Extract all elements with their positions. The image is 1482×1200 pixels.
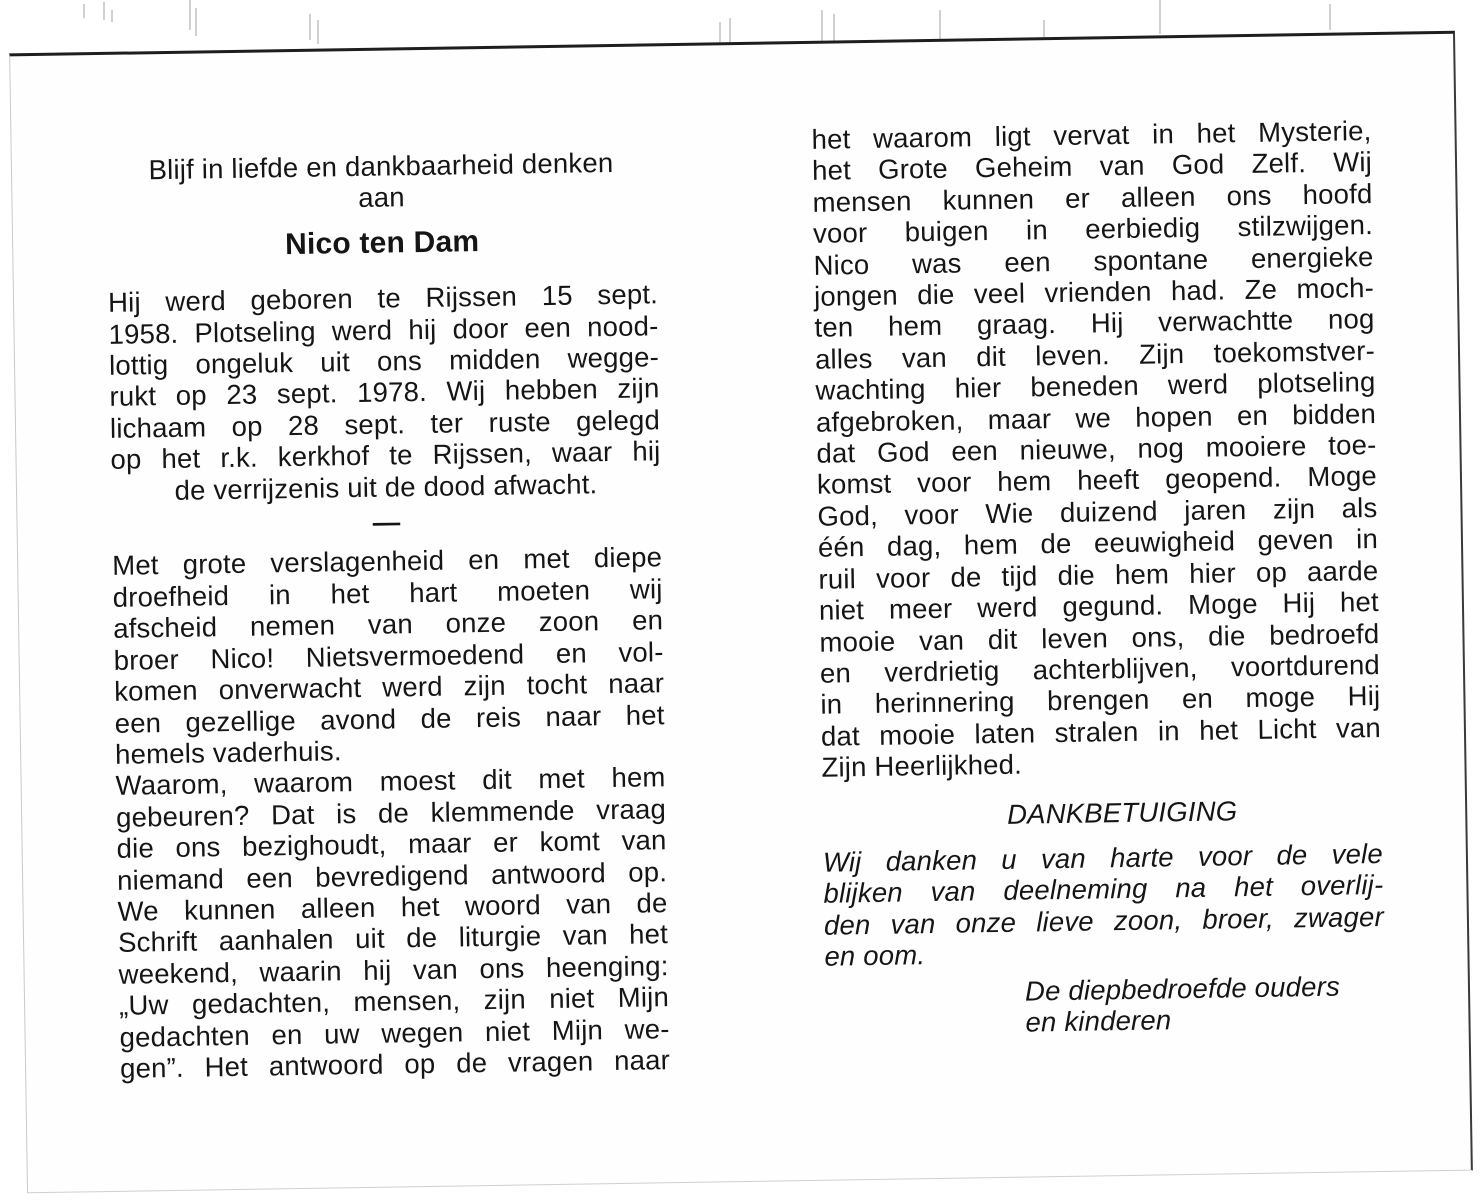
text-line: blijken van deelneming na het overlij- bbox=[823, 869, 1384, 910]
text-line: den van onze lieve zoon, broer, zwager bbox=[823, 900, 1385, 941]
text-line: gebeuren? Dat is de klemmende vraag bbox=[115, 792, 667, 833]
text-line: die ons bezighoudt, maar er komt van bbox=[116, 824, 667, 864]
text-line: het Grote Geheim van God Zelf. Wij bbox=[811, 146, 1373, 187]
text-line: dat mooie laten stralen in het Licht van bbox=[820, 711, 1382, 752]
text-line: mooie van dit leven ons, die bedroefd bbox=[819, 617, 1380, 658]
text-line: lottig ongeluk uit ons midden wegge- bbox=[108, 341, 660, 381]
text-line: alles van dit leven. Zijn toekomstver- bbox=[814, 334, 1376, 375]
memorial-card bbox=[9, 31, 1473, 1194]
text-line: God, voor Wie duizend jaren zijn als bbox=[817, 491, 1378, 532]
text-line: het waarom ligt vervat in het Mysterie, bbox=[811, 115, 1372, 155]
text-line: Schrift aanhalen uit de liturgie van het bbox=[117, 918, 669, 959]
text-line: droefheid in het hart moeten wij bbox=[112, 573, 663, 613]
text-line: gedachten en uw wegen niet Mijn we- bbox=[119, 1012, 670, 1053]
thanks-heading: DANKBETUIGING bbox=[1006, 794, 1238, 830]
text-line: en oom. bbox=[824, 939, 926, 972]
grief-paragraph bbox=[112, 542, 665, 770]
text-line: wachting hier beneden werd plotseling bbox=[815, 366, 1376, 407]
text-line: hemels vaderhuis. bbox=[114, 735, 342, 770]
text-line: afgebroken, maar we hopen en bidden bbox=[815, 397, 1377, 438]
text-line: rukt op 23 sept. 1978. Wij hebben zijn bbox=[109, 372, 660, 413]
text-line: lichaam op 28 sept. ter ruste gelegd bbox=[109, 404, 661, 444]
text-line: afscheid nemen van onze zoon en bbox=[112, 604, 664, 645]
intro-line-1: Blijf in liefde en dankbaarheid denken bbox=[148, 146, 614, 186]
text-line: Wij danken u van harte voor de vele bbox=[822, 837, 1384, 878]
deceased-name: Nico ten Dam bbox=[284, 224, 480, 261]
text-line: gen”. Het antwoord op de vragen naar bbox=[119, 1044, 671, 1084]
text-line: de verrijzenis uit de dood afwacht. bbox=[174, 467, 598, 506]
text-line: één dag, hem de eeuwigheid geven in bbox=[817, 523, 1379, 564]
text-line: jongen die veel vrienden had. Ze moch- bbox=[813, 272, 1375, 312]
text-line: mensen kunnen er alleen ons hoofd bbox=[812, 177, 1373, 218]
text-line: een gezellige avond de reis naar het bbox=[114, 698, 665, 739]
question-paragraph bbox=[115, 762, 670, 1085]
text-line: komen onverwacht werd zijn tocht naar bbox=[113, 667, 665, 707]
text-line: broer Nico! Nietsvermoedend en vol- bbox=[113, 635, 664, 676]
text-line: niemand een bevredigend antwoord op. bbox=[116, 855, 668, 896]
section-divider: — bbox=[372, 506, 401, 538]
text-line: niet meer werd gegund. Moge Hij het bbox=[818, 586, 1380, 626]
mystery-paragraph bbox=[811, 115, 1381, 783]
intro-line-2: aan bbox=[357, 181, 405, 214]
text-line: Nico was een spontane energieke bbox=[813, 240, 1374, 281]
text-line: Zijn Heerlijkhed. bbox=[821, 748, 1023, 783]
thanks-paragraph bbox=[823, 838, 1385, 972]
text-line: weekend, waarin hij van ons heenging: bbox=[118, 949, 669, 990]
left-column bbox=[106, 146, 671, 1084]
text-line: op het r.k. kerkhof te Rijssen, waar hij bbox=[110, 435, 661, 476]
text-line: Hij werd geboren te Rijssen 15 sept. bbox=[107, 278, 659, 319]
text-line: in herinnering brengen en moge Hij bbox=[820, 680, 1381, 721]
text-line: ten hem graag. Hij verwachtte nog bbox=[814, 303, 1375, 344]
text-line: We kunnen alleen het woord van de bbox=[117, 887, 668, 927]
text-line: 1958. Plotseling werd hij door een nood- bbox=[108, 309, 659, 350]
text-line: Waarom, waarom moest dit met hem bbox=[115, 761, 666, 802]
birth-death-paragraph bbox=[108, 278, 661, 506]
text-line: komst voor hem heeft geopend. Moge bbox=[816, 460, 1378, 501]
text-line: en verdrietig achterblijven, voortdurend bbox=[819, 648, 1381, 689]
signature bbox=[1025, 969, 1386, 1037]
text-line: dat God een nieuwe, nog mooiere toe- bbox=[816, 429, 1377, 469]
signature-line-1: De diepbedroefde ouders bbox=[1024, 970, 1341, 1007]
text-line: voor buigen in eerbiedig stilzwijgen. bbox=[812, 209, 1374, 250]
signature-line-2: en kinderen bbox=[1025, 1004, 1172, 1038]
right-column bbox=[811, 115, 1385, 1041]
text-line: „Uw gedachten, mensen, zijn niet Mijn bbox=[118, 981, 670, 1021]
text-line: ruil voor de tijd die hem hier op aarde bbox=[818, 554, 1379, 595]
text-line: Met grote verslagenheid en met diepe bbox=[111, 541, 663, 582]
